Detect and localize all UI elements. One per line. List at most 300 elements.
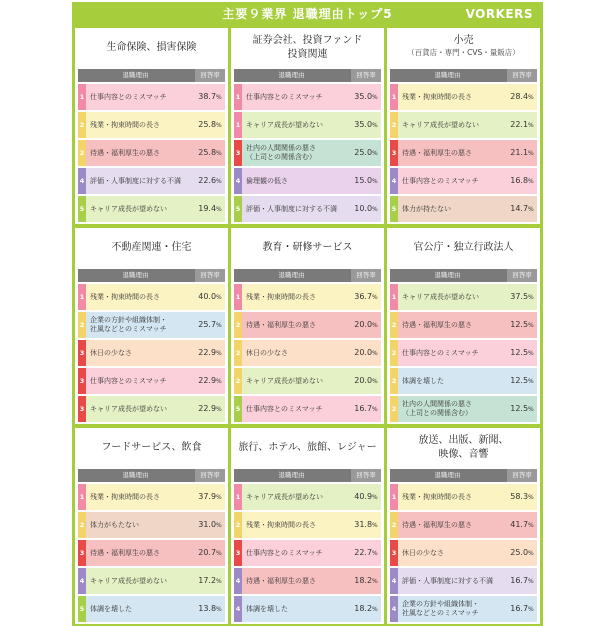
panel-title bbox=[387, 241, 540, 255]
reason-text bbox=[90, 140, 196, 166]
percent-sign: % bbox=[216, 94, 222, 101]
rate-number: 31.8 bbox=[354, 520, 373, 529]
panel-title-text: 証券会社、投資ファンド bbox=[252, 35, 363, 46]
rate-column-header: 回答率 bbox=[351, 269, 381, 282]
rate-value bbox=[351, 284, 381, 310]
percent-sign: % bbox=[216, 178, 222, 185]
reason-label: 休日の少なさ bbox=[402, 548, 444, 557]
reason-row bbox=[234, 284, 381, 310]
rate-value bbox=[195, 596, 225, 622]
rate-value bbox=[507, 284, 537, 310]
reason-text bbox=[246, 84, 352, 110]
reason-row bbox=[234, 84, 381, 110]
rate-value bbox=[195, 340, 225, 366]
rate-value bbox=[195, 140, 225, 166]
rate-number: 16.8 bbox=[510, 176, 529, 185]
panel-title bbox=[387, 34, 540, 58]
percent-sign: % bbox=[528, 550, 534, 557]
reason-text bbox=[402, 540, 508, 566]
rate-column-header: 回答率 bbox=[351, 469, 381, 482]
reason-label: 社内の人間関係の悪さ bbox=[246, 144, 316, 152]
reason-label: 残業・拘束時間の長さ bbox=[402, 92, 472, 101]
industry-panel bbox=[231, 228, 384, 424]
rate-value bbox=[195, 484, 225, 510]
rate-value bbox=[351, 84, 381, 110]
rate-value bbox=[351, 484, 381, 510]
percent-sign: % bbox=[372, 178, 378, 185]
industry-panel bbox=[231, 428, 384, 624]
percent-sign: % bbox=[372, 322, 378, 329]
rate-number: 37.9 bbox=[198, 492, 217, 501]
rate-number: 40.0 bbox=[198, 292, 217, 301]
rate-value bbox=[351, 512, 381, 538]
reason-column-header: 退職理由 bbox=[122, 71, 149, 79]
rank-badge: 3 bbox=[78, 340, 86, 366]
reason-text bbox=[246, 340, 352, 366]
percent-sign: % bbox=[528, 150, 534, 157]
reason-row bbox=[390, 196, 537, 222]
rate-value bbox=[351, 396, 381, 422]
percent-sign: % bbox=[528, 178, 534, 185]
reason-label: 社内の人間関係の悪さ bbox=[402, 400, 472, 408]
rate-number: 17.2 bbox=[198, 576, 217, 585]
reason-label: 待遇・福利厚生の悪さ bbox=[402, 320, 472, 329]
percent-sign: % bbox=[528, 378, 534, 385]
rank-badge: 2 bbox=[390, 112, 398, 138]
reason-text bbox=[246, 568, 352, 594]
percent-sign: % bbox=[372, 350, 378, 357]
rank-badge: 1 bbox=[234, 112, 242, 138]
reason-text bbox=[90, 512, 196, 538]
percent-sign: % bbox=[528, 322, 534, 329]
reason-label: 待遇・福利厚生の悪さ bbox=[402, 520, 472, 529]
rank-badge: 5 bbox=[390, 196, 398, 222]
reason-text bbox=[90, 368, 196, 394]
percent-sign: % bbox=[216, 606, 222, 613]
reason-row bbox=[78, 84, 225, 110]
reason-label: キャリア成長が望めない bbox=[246, 492, 323, 501]
rate-column-header: 回答率 bbox=[195, 69, 225, 82]
rate-value bbox=[351, 368, 381, 394]
table-header bbox=[234, 69, 381, 82]
percent-sign: % bbox=[372, 578, 378, 585]
reason-text bbox=[246, 168, 352, 194]
rate-number: 20.0 bbox=[354, 320, 373, 329]
rate-number: 19.4 bbox=[198, 204, 217, 213]
panel-title-text: 官公庁・独立行政法人 bbox=[413, 242, 514, 253]
percent-sign: % bbox=[216, 350, 222, 357]
reason-label: 仕事内容とのミスマッチ bbox=[90, 92, 167, 101]
percent-sign: % bbox=[372, 94, 378, 101]
industry-grid bbox=[72, 26, 543, 626]
reason-label: 仕事内容とのミスマッチ bbox=[90, 376, 167, 385]
rate-number: 13.8 bbox=[198, 604, 217, 613]
table-header bbox=[390, 469, 537, 482]
reason-label: キャリア成長が望めない bbox=[402, 292, 479, 301]
table-header bbox=[234, 469, 381, 482]
rate-value bbox=[507, 112, 537, 138]
rate-value bbox=[351, 596, 381, 622]
reason-label: 待遇・福利厚生の悪さ bbox=[246, 576, 316, 585]
rate-number: 22.9 bbox=[198, 376, 217, 385]
reason-text bbox=[402, 84, 508, 110]
rate-number: 20.0 bbox=[354, 376, 373, 385]
reason-row bbox=[234, 484, 381, 510]
percent-sign: % bbox=[216, 294, 222, 301]
reason-text bbox=[246, 540, 352, 566]
rank-badge: 4 bbox=[390, 596, 398, 622]
reason-label: 体調を壊した bbox=[90, 604, 132, 613]
rank-badge: 4 bbox=[390, 168, 398, 194]
table-header bbox=[234, 269, 381, 282]
rate-value bbox=[195, 168, 225, 194]
reason-column-header: 退職理由 bbox=[278, 471, 305, 479]
rank-badge: 1 bbox=[78, 84, 86, 110]
rate-value bbox=[195, 540, 225, 566]
rate-column-header: 回答率 bbox=[507, 69, 537, 82]
reason-label: 仕事内容とのミスマッチ bbox=[402, 176, 479, 185]
rate-column-header: 回答率 bbox=[195, 469, 225, 482]
rate-value bbox=[351, 568, 381, 594]
rate-value bbox=[195, 568, 225, 594]
rank-badge: 3 bbox=[78, 368, 86, 394]
percent-sign: % bbox=[216, 322, 222, 329]
rate-number: 25.7 bbox=[198, 320, 217, 329]
reason-column-header: 退職理由 bbox=[278, 71, 305, 79]
rate-number: 25.8 bbox=[198, 148, 217, 157]
rate-number: 22.9 bbox=[198, 404, 217, 413]
rate-value bbox=[507, 140, 537, 166]
reason-label: 仕事内容とのミスマッチ bbox=[246, 548, 323, 557]
rank-badge: 2 bbox=[390, 512, 398, 538]
reason-row bbox=[78, 396, 225, 422]
reason-row bbox=[234, 568, 381, 594]
reason-text bbox=[402, 312, 508, 338]
reason-label: 残業・拘束時間の長さ bbox=[90, 292, 160, 301]
reason-row bbox=[390, 168, 537, 194]
rate-number: 58.3 bbox=[510, 492, 529, 501]
percent-sign: % bbox=[216, 122, 222, 129]
reason-text bbox=[402, 368, 508, 394]
percent-sign: % bbox=[372, 522, 378, 529]
rank-badge: 3 bbox=[390, 140, 398, 166]
rate-number: 22.6 bbox=[198, 176, 217, 185]
percent-sign: % bbox=[372, 206, 378, 213]
reason-text bbox=[246, 140, 352, 166]
rate-value bbox=[351, 168, 381, 194]
reason-text bbox=[246, 196, 352, 222]
table-header bbox=[78, 469, 225, 482]
table-header bbox=[78, 69, 225, 82]
rate-value bbox=[351, 340, 381, 366]
reason-label: 体調を壊した bbox=[246, 604, 288, 613]
rank-badge: 4 bbox=[78, 168, 86, 194]
panel-subtitle: （百貨店・専門・CVS・量販店） bbox=[407, 48, 520, 57]
rank-badge: 2 bbox=[234, 312, 242, 338]
infographic bbox=[72, 0, 543, 640]
reason-row bbox=[390, 284, 537, 310]
reason-label: キャリア成長が望めない bbox=[90, 576, 167, 585]
reason-label: 待遇・福利厚生の悪さ bbox=[90, 148, 160, 157]
reason-text bbox=[90, 312, 196, 338]
rank-badge: 1 bbox=[234, 484, 242, 510]
reason-text bbox=[402, 484, 508, 510]
reason-label-line2: 社風などとのミスマッチ bbox=[402, 609, 479, 617]
panel-title bbox=[387, 434, 540, 462]
rank-badge: 2 bbox=[390, 368, 398, 394]
reason-label: 待遇・福利厚生の悪さ bbox=[90, 548, 160, 557]
reason-label: 評価・人事制度に対する不満 bbox=[402, 576, 493, 585]
table-header bbox=[390, 269, 537, 282]
rate-number: 14.7 bbox=[510, 204, 529, 213]
industry-panel bbox=[75, 228, 228, 424]
reason-label-line2: （上司との関係含む） bbox=[246, 153, 316, 161]
rate-number: 22.9 bbox=[198, 348, 217, 357]
rate-value bbox=[195, 112, 225, 138]
rate-number: 15.0 bbox=[354, 176, 373, 185]
rank-badge: 1 bbox=[234, 84, 242, 110]
rate-number: 21.1 bbox=[510, 148, 529, 157]
reason-text bbox=[402, 568, 508, 594]
reason-label: 残業・拘束時間の長さ bbox=[246, 520, 316, 529]
rank-badge: 5 bbox=[78, 596, 86, 622]
percent-sign: % bbox=[528, 494, 534, 501]
reason-row bbox=[78, 368, 225, 394]
reason-row bbox=[390, 140, 537, 166]
percent-sign: % bbox=[528, 406, 534, 413]
reason-column-header: 退職理由 bbox=[434, 471, 461, 479]
reason-column-header: 退職理由 bbox=[278, 271, 305, 279]
panel-title bbox=[75, 241, 228, 255]
rank-badge: 4 bbox=[234, 168, 242, 194]
percent-sign: % bbox=[528, 122, 534, 129]
rate-number: 16.7 bbox=[510, 604, 529, 613]
reason-label: 休日の少なさ bbox=[90, 348, 132, 357]
panel-title-line2: 投資関連 bbox=[287, 49, 328, 60]
rate-value bbox=[351, 112, 381, 138]
rank-badge: 3 bbox=[234, 540, 242, 566]
page-title: 主要９業界 退職理由トップ5 bbox=[222, 7, 393, 21]
rate-value bbox=[195, 396, 225, 422]
reason-label: 評価・人事制度に対する不満 bbox=[246, 204, 337, 213]
reason-column-header: 退職理由 bbox=[122, 471, 149, 479]
percent-sign: % bbox=[216, 578, 222, 585]
reason-label: 体調を壊した bbox=[402, 376, 444, 385]
rate-number: 20.0 bbox=[354, 348, 373, 357]
rate-value bbox=[351, 196, 381, 222]
reason-row bbox=[78, 568, 225, 594]
reason-text bbox=[402, 340, 508, 366]
percent-sign: % bbox=[372, 606, 378, 613]
rate-number: 12.5 bbox=[510, 376, 529, 385]
percent-sign: % bbox=[528, 606, 534, 613]
percent-sign: % bbox=[216, 378, 222, 385]
panel-title-line2: 映像、音響 bbox=[438, 449, 489, 460]
rate-value bbox=[195, 284, 225, 310]
rank-badge: 2 bbox=[390, 312, 398, 338]
reason-text bbox=[402, 168, 508, 194]
reason-row bbox=[390, 596, 537, 622]
reason-row bbox=[78, 540, 225, 566]
panel-title-text: 小売 bbox=[453, 35, 474, 46]
percent-sign: % bbox=[372, 406, 378, 413]
rate-number: 22.7 bbox=[354, 548, 373, 557]
reason-row bbox=[234, 512, 381, 538]
rate-value bbox=[507, 512, 537, 538]
rate-value bbox=[195, 84, 225, 110]
rate-number: 18.2 bbox=[354, 604, 373, 613]
rate-number: 12.5 bbox=[510, 320, 529, 329]
reason-row bbox=[390, 112, 537, 138]
reason-label: 企業の方針や組織体制・ bbox=[402, 600, 479, 608]
rank-badge: 4 bbox=[390, 568, 398, 594]
reason-row bbox=[390, 484, 537, 510]
percent-sign: % bbox=[216, 522, 222, 529]
percent-sign: % bbox=[372, 294, 378, 301]
percent-sign: % bbox=[528, 294, 534, 301]
reason-label: 残業・拘束時間の長さ bbox=[90, 492, 160, 501]
reason-text bbox=[402, 140, 508, 166]
rank-badge: 5 bbox=[234, 396, 242, 422]
rate-value bbox=[351, 312, 381, 338]
rank-badge: 2 bbox=[78, 112, 86, 138]
percent-sign: % bbox=[372, 550, 378, 557]
reason-row bbox=[78, 196, 225, 222]
reason-text bbox=[402, 112, 508, 138]
rank-badge: 1 bbox=[234, 284, 242, 310]
percent-sign: % bbox=[216, 550, 222, 557]
reason-row bbox=[234, 140, 381, 166]
header-banner bbox=[72, 2, 543, 26]
rate-value bbox=[507, 396, 537, 422]
panel-title-text: フードサービス、飲食 bbox=[101, 442, 202, 453]
reason-text bbox=[246, 484, 352, 510]
reason-label: キャリア成長が望めない bbox=[246, 376, 323, 385]
panel-title-text: 生命保険、損害保険 bbox=[106, 42, 197, 53]
reason-label: 仕事内容とのミスマッチ bbox=[246, 404, 323, 413]
reason-row bbox=[78, 340, 225, 366]
industry-panel bbox=[387, 228, 540, 424]
reason-label: 体力が持たない bbox=[402, 204, 451, 213]
rate-value bbox=[507, 484, 537, 510]
reason-label: 企業の方針や組織体制・ bbox=[90, 316, 167, 324]
rate-number: 25.8 bbox=[198, 120, 217, 129]
percent-sign: % bbox=[216, 150, 222, 157]
reason-text bbox=[402, 284, 508, 310]
rank-badge: 2 bbox=[390, 396, 398, 422]
reason-label: 仕事内容とのミスマッチ bbox=[402, 348, 479, 357]
reason-text bbox=[246, 284, 352, 310]
percent-sign: % bbox=[372, 122, 378, 129]
rate-number: 25.0 bbox=[510, 548, 529, 557]
rank-badge: 1 bbox=[78, 484, 86, 510]
rank-badge: 3 bbox=[390, 540, 398, 566]
reason-label-line2: （上司との関係含む） bbox=[402, 409, 472, 417]
rank-badge: 1 bbox=[78, 284, 86, 310]
table-header bbox=[390, 69, 537, 82]
reason-row bbox=[78, 512, 225, 538]
reason-row bbox=[78, 112, 225, 138]
rank-badge: 2 bbox=[234, 340, 242, 366]
reason-row bbox=[390, 368, 537, 394]
table-header bbox=[78, 269, 225, 282]
industry-panel bbox=[75, 28, 228, 224]
percent-sign: % bbox=[372, 378, 378, 385]
reason-label: 休日の少なさ bbox=[246, 348, 288, 357]
rank-badge: 5 bbox=[78, 196, 86, 222]
reason-row bbox=[390, 540, 537, 566]
panel-title bbox=[75, 441, 228, 455]
reason-label: 残業・拘束時間の長さ bbox=[90, 120, 160, 129]
reason-text bbox=[402, 396, 508, 422]
reason-row bbox=[78, 168, 225, 194]
rate-value bbox=[195, 312, 225, 338]
rate-value bbox=[195, 512, 225, 538]
rate-number: 40.9 bbox=[354, 492, 373, 501]
reason-text bbox=[90, 196, 196, 222]
rank-badge: 2 bbox=[234, 512, 242, 538]
rank-badge: 1 bbox=[390, 284, 398, 310]
reason-text bbox=[402, 512, 508, 538]
percent-sign: % bbox=[372, 494, 378, 501]
reason-row bbox=[234, 368, 381, 394]
rank-badge: 1 bbox=[390, 484, 398, 510]
panel-title bbox=[75, 41, 228, 55]
rank-badge: 3 bbox=[234, 140, 242, 166]
rate-number: 16.7 bbox=[510, 576, 529, 585]
panel-title-text: 教育・研修サービス bbox=[262, 242, 353, 253]
rate-value bbox=[351, 140, 381, 166]
reason-text bbox=[246, 596, 352, 622]
rank-badge: 4 bbox=[234, 568, 242, 594]
rate-column-header: 回答率 bbox=[507, 269, 537, 282]
rank-badge: 2 bbox=[234, 368, 242, 394]
reason-row bbox=[390, 396, 537, 422]
reason-text bbox=[90, 84, 196, 110]
rate-number: 35.0 bbox=[354, 120, 373, 129]
reason-row bbox=[390, 340, 537, 366]
reason-row bbox=[78, 140, 225, 166]
panel-title bbox=[231, 241, 384, 255]
percent-sign: % bbox=[528, 94, 534, 101]
reason-label: 体力がもたない bbox=[90, 520, 139, 529]
percent-sign: % bbox=[528, 578, 534, 585]
reason-text bbox=[402, 596, 508, 622]
rate-number: 36.7 bbox=[354, 292, 373, 301]
reason-text bbox=[246, 112, 352, 138]
percent-sign: % bbox=[528, 206, 534, 213]
brand-logo: VORKERS bbox=[465, 7, 533, 21]
reason-label: キャリア成長が望めない bbox=[90, 204, 167, 213]
reason-text bbox=[90, 284, 196, 310]
reason-column-header: 退職理由 bbox=[122, 271, 149, 279]
percent-sign: % bbox=[372, 150, 378, 157]
reason-label: 仕事内容とのミスマッチ bbox=[246, 92, 323, 101]
reason-label: キャリア成長が望めない bbox=[246, 120, 323, 129]
reason-label: 倫理観の低さ bbox=[246, 176, 288, 185]
rate-number: 38.7 bbox=[198, 92, 217, 101]
reason-row bbox=[390, 512, 537, 538]
rate-number: 18.2 bbox=[354, 576, 373, 585]
rate-value bbox=[195, 368, 225, 394]
rank-badge: 2 bbox=[78, 512, 86, 538]
reason-row bbox=[390, 568, 537, 594]
industry-panel bbox=[387, 28, 540, 224]
percent-sign: % bbox=[216, 406, 222, 413]
reason-text bbox=[246, 396, 352, 422]
reason-text bbox=[246, 312, 352, 338]
rank-badge: 3 bbox=[78, 540, 86, 566]
